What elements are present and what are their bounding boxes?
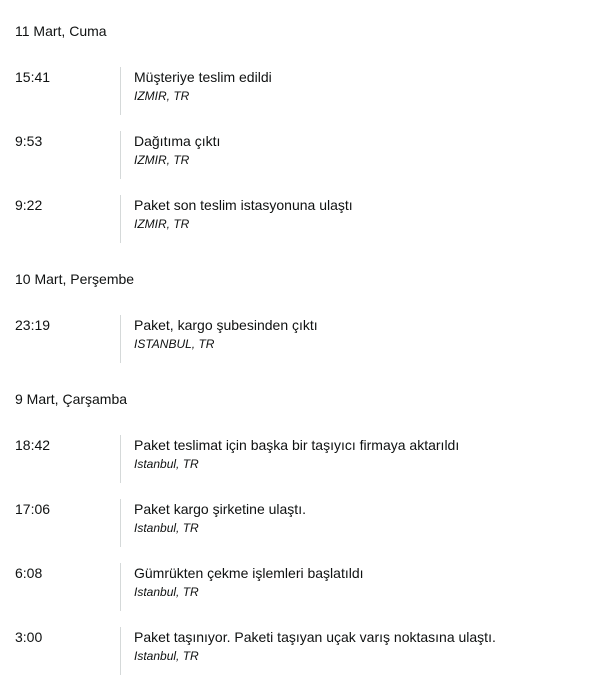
event-description <box>134 195 584 232</box>
event-time: 9:53 <box>15 133 43 149</box>
event-location: IZMIR, TR <box>134 217 190 231</box>
event-location: Istanbul, TR <box>134 457 199 471</box>
event-location: ISTANBUL, TR <box>134 337 215 351</box>
event-location: Istanbul, TR <box>134 585 199 599</box>
event-description <box>134 435 584 472</box>
event-location: IZMIR, TR <box>134 89 190 103</box>
tracking-event <box>15 131 585 179</box>
event-time: 9:22 <box>15 197 43 213</box>
event-location: Istanbul, TR <box>134 521 199 535</box>
event-time: 23:19 <box>15 317 51 333</box>
event-description <box>134 315 584 352</box>
timeline-divider <box>120 435 121 483</box>
event-message: Paket kargo şirketine ulaştı. <box>134 501 306 517</box>
event-location: Istanbul, TR <box>134 649 199 663</box>
event-message: Paket, kargo şubesinden çıktı <box>134 317 318 333</box>
timeline-divider <box>120 67 121 115</box>
day-header: 11 Mart, Cuma <box>15 23 107 39</box>
event-message: Paket taşınıyor. Paketi taşıyan uçak varış noktasına ulaştı. <box>134 629 496 645</box>
event-message: Paket teslimat için başka bir taşıyıcı firmaya aktarıldı <box>134 437 460 453</box>
event-message: Paket son teslim istasyonuna ulaştı <box>134 197 353 213</box>
event-message: Gümrükten çekme işlemleri başlatıldı <box>134 565 364 581</box>
event-time: 15:41 <box>15 69 51 85</box>
event-time: 18:42 <box>15 437 51 453</box>
event-time: 3:00 <box>15 629 43 645</box>
event-message: Müşteriye teslim edildi <box>134 69 272 85</box>
timeline-divider <box>120 131 121 179</box>
timeline-divider <box>120 195 121 243</box>
day-header: 10 Mart, Perşembe <box>15 271 135 287</box>
tracking-event <box>15 67 585 115</box>
event-description <box>134 499 584 536</box>
tracking-event <box>15 627 585 675</box>
timeline-divider <box>120 499 121 547</box>
event-time: 17:06 <box>15 501 51 517</box>
timeline-divider <box>120 563 121 611</box>
tracking-event <box>15 195 585 243</box>
tracking-event <box>15 435 585 483</box>
tracking-event <box>15 499 585 547</box>
event-message: Dağıtıma çıktı <box>134 133 221 149</box>
event-description <box>134 627 584 664</box>
event-location: IZMIR, TR <box>134 153 190 167</box>
event-description <box>134 563 584 600</box>
event-time: 6:08 <box>15 565 43 581</box>
day-header: 9 Mart, Çarşamba <box>15 391 128 407</box>
tracking-event <box>15 315 585 363</box>
event-description <box>134 131 584 168</box>
timeline-divider <box>120 627 121 675</box>
timeline-divider <box>120 315 121 363</box>
event-description <box>134 67 584 104</box>
tracking-event <box>15 563 585 611</box>
